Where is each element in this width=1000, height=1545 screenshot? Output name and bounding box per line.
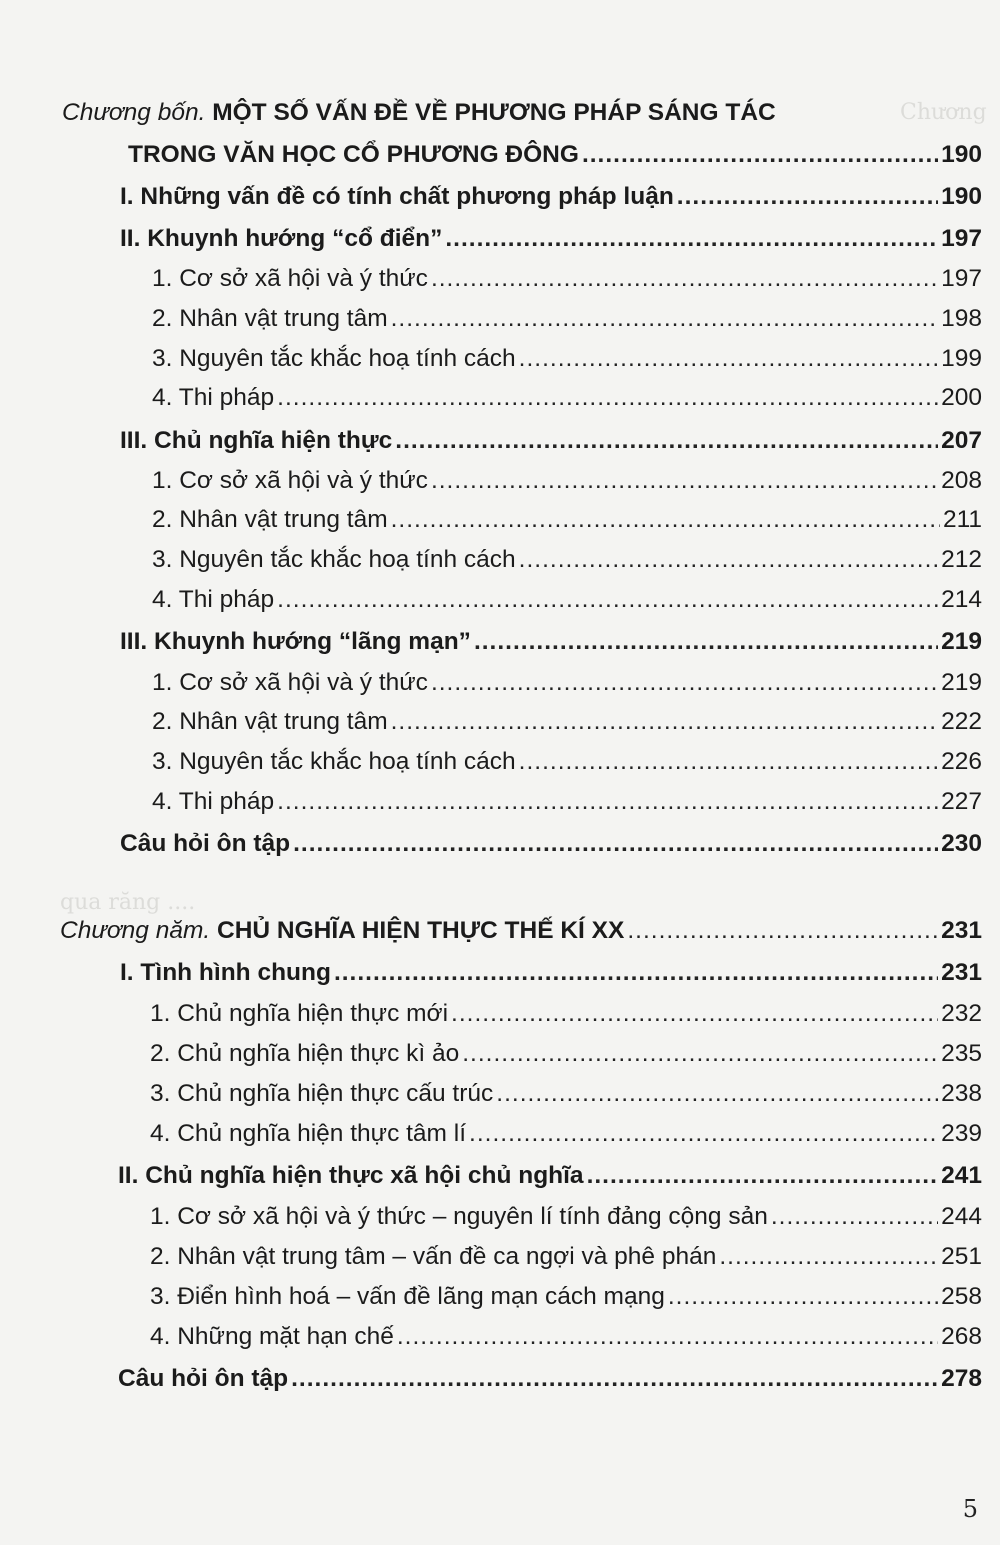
- entry-title: 2. Nhân vật trung tâm: [152, 506, 388, 533]
- dot-leader: [277, 381, 938, 415]
- dot-leader: [474, 625, 938, 659]
- entry-title: 4. Thi pháp: [152, 384, 275, 411]
- dot-leader: [496, 1077, 938, 1111]
- page-number: 190: [941, 183, 982, 210]
- page-number: 214: [941, 586, 982, 613]
- entry-title: II. Chủ nghĩa hiện thực xã hội chủ nghĩa: [118, 1162, 584, 1189]
- page-number: 199: [941, 345, 982, 372]
- toc-subentry[interactable]: [152, 666, 982, 700]
- entry-title: 2. Nhân vật trung tâm: [152, 305, 388, 332]
- entry-title: 4. Thi pháp: [152, 586, 275, 613]
- entry-title: 4. Thi pháp: [152, 788, 275, 815]
- toc-subentry[interactable]: [152, 583, 982, 617]
- toc-entry[interactable]: [120, 180, 982, 214]
- dot-leader: [391, 705, 939, 739]
- page-number: 238: [941, 1080, 982, 1107]
- entry-title: 3. Nguyên tắc khắc hoạ tính cách: [152, 546, 516, 573]
- page-number: 244: [941, 1203, 982, 1230]
- toc-subentry[interactable]: [152, 262, 982, 296]
- toc-subentry[interactable]: [152, 464, 982, 498]
- page-number: 219: [941, 628, 982, 655]
- page-number: 200: [941, 384, 982, 411]
- entry-title: 3. Nguyên tắc khắc hoạ tính cách: [152, 748, 516, 775]
- dot-leader: [293, 827, 938, 861]
- entry-title: 4. Chủ nghĩa hiện thực tâm lí: [150, 1120, 467, 1147]
- toc-subentry[interactable]: [150, 1320, 982, 1354]
- chapter-heading[interactable]: [60, 914, 982, 948]
- toc-subentry[interactable]: [152, 705, 982, 739]
- page-number: 239: [941, 1120, 982, 1147]
- toc-entry[interactable]: [118, 1362, 982, 1396]
- toc-subentry[interactable]: [152, 745, 982, 779]
- toc-subentry[interactable]: [150, 1037, 982, 1071]
- page-number: 232: [941, 1000, 982, 1027]
- dot-leader: [519, 745, 938, 779]
- show-through-text: Chương: [900, 100, 987, 125]
- page-number: 198: [941, 305, 982, 332]
- dot-leader: [397, 1320, 938, 1354]
- chapter-title-cont: TRONG VĂN HỌC CỔ PHƯƠNG ĐÔNG: [128, 141, 579, 168]
- page-number: 208: [941, 467, 982, 494]
- dot-leader: [431, 464, 938, 498]
- entry-title: Câu hỏi ôn tập: [118, 1365, 289, 1392]
- dot-leader: [431, 666, 938, 700]
- chapter-heading: [62, 96, 776, 130]
- dot-leader: [677, 180, 938, 214]
- dot-leader: [519, 342, 938, 376]
- toc-subentry[interactable]: [150, 1117, 982, 1151]
- entry-title: 2. Nhân vật trung tâm: [152, 708, 388, 735]
- toc-subentry[interactable]: [150, 1200, 982, 1234]
- page-number: 211: [942, 506, 982, 533]
- dot-leader: [291, 1362, 938, 1396]
- entry-title: I. Những vấn đề có tính chất phương pháp luận: [120, 183, 674, 210]
- dot-leader: [445, 222, 938, 256]
- page-number: 231: [941, 959, 982, 986]
- page-number: 278: [941, 1365, 982, 1392]
- toc-subentry[interactable]: [152, 381, 982, 415]
- page-number: 212: [941, 546, 982, 573]
- dot-leader: [431, 262, 938, 296]
- page-number: 227: [941, 788, 982, 815]
- page-number: 231: [941, 917, 982, 944]
- chapter-title: CHỦ NGHĨA HIỆN THỰC THẾ KÍ XX: [217, 917, 625, 944]
- toc-subentry[interactable]: [152, 785, 982, 819]
- entry-title: 3. Nguyên tắc khắc hoạ tính cách: [152, 345, 516, 372]
- entry-title: 1. Cơ sở xã hội và ý thức: [152, 669, 428, 696]
- toc-subentry[interactable]: [152, 342, 982, 376]
- entry-title: [60, 914, 624, 948]
- dot-leader: [391, 302, 939, 336]
- toc-entry[interactable]: [120, 827, 982, 861]
- entry-title: 1. Cơ sở xã hội và ý thức: [152, 467, 428, 494]
- entry-title: 1. Cơ sở xã hội và ý thức: [152, 265, 428, 292]
- page-number: 197: [941, 265, 982, 292]
- toc-subentry[interactable]: [152, 543, 982, 577]
- dot-leader: [719, 1240, 938, 1274]
- entry-title: Câu hỏi ôn tập: [120, 830, 291, 857]
- entry-title: 1. Cơ sở xã hội và ý thức – nguyên lí tính đảng cộng sản: [150, 1203, 768, 1230]
- dot-leader: [451, 997, 938, 1031]
- page-number-footer: 5: [962, 1495, 978, 1523]
- page-number: 219: [941, 669, 982, 696]
- entry-title: 4. Những mặt hạn chế: [150, 1323, 394, 1350]
- page-number: 258: [941, 1283, 982, 1310]
- entry-title: II. Khuynh hướng “cổ điển”: [120, 225, 443, 252]
- page-number: 235: [941, 1040, 982, 1067]
- toc-subentry[interactable]: [150, 1240, 982, 1274]
- chapter-label: Chương năm.: [60, 917, 211, 944]
- toc-subentry[interactable]: [152, 302, 982, 336]
- toc-subentry[interactable]: [150, 1077, 982, 1111]
- dot-leader: [587, 1159, 939, 1193]
- entry-title: 2. Nhân vật trung tâm – vấn đề ca ngợi và phê phán: [150, 1243, 717, 1270]
- dot-leader: [771, 1200, 938, 1234]
- toc-subentry[interactable]: [150, 1280, 982, 1314]
- show-through-text: qua răng ....: [60, 890, 196, 915]
- toc-entry[interactable]: [120, 424, 982, 458]
- dot-leader: [519, 543, 938, 577]
- page-number: 222: [941, 708, 982, 735]
- toc-entry[interactable]: [120, 625, 982, 659]
- page-number: 226: [941, 748, 982, 775]
- toc-entry[interactable]: [120, 956, 982, 990]
- entry-title: 1. Chủ nghĩa hiện thực mới: [150, 1000, 449, 1027]
- entry-title: III. Chủ nghĩa hiện thực: [120, 427, 393, 454]
- entry-title: I. Tình hình chung: [120, 959, 331, 986]
- toc-entry[interactable]: [120, 222, 982, 256]
- dot-leader: [334, 956, 938, 990]
- dot-leader: [277, 785, 938, 819]
- entry-title: 3. Chủ nghĩa hiện thực cấu trúc: [150, 1080, 494, 1107]
- toc-subentry[interactable]: [150, 997, 982, 1031]
- page-number: 207: [941, 427, 982, 454]
- page-number: 241: [941, 1162, 982, 1189]
- page-number: 230: [941, 830, 982, 857]
- chapter-title: MỘT SỐ VẤN ĐỀ VỀ PHƯƠNG PHÁP SÁNG TÁC: [212, 99, 776, 126]
- entry-title: 3. Điển hình hoá – vấn đề lãng mạn cách mạng: [150, 1283, 665, 1310]
- page-number: 268: [941, 1323, 982, 1350]
- dot-leader: [668, 1280, 938, 1314]
- dot-leader: [627, 914, 938, 948]
- toc-subentry[interactable]: [152, 503, 982, 537]
- dot-leader: [395, 424, 938, 458]
- dot-leader: [462, 1037, 938, 1071]
- chapter-label: Chương bốn.: [62, 99, 206, 126]
- dot-leader: [469, 1117, 938, 1151]
- entry-title: 2. Chủ nghĩa hiện thực kì ảo: [150, 1040, 460, 1067]
- page-number: 197: [941, 225, 982, 252]
- chapter-heading-continued[interactable]: [128, 138, 982, 172]
- toc-entry[interactable]: [118, 1159, 982, 1193]
- dot-leader: [277, 583, 938, 617]
- dot-leader: [391, 503, 940, 537]
- entry-title: III. Khuynh hướng “lãng mạn”: [120, 628, 471, 655]
- dot-leader: [582, 138, 938, 172]
- page-number: 251: [941, 1243, 982, 1270]
- page-number: 190: [941, 141, 982, 168]
